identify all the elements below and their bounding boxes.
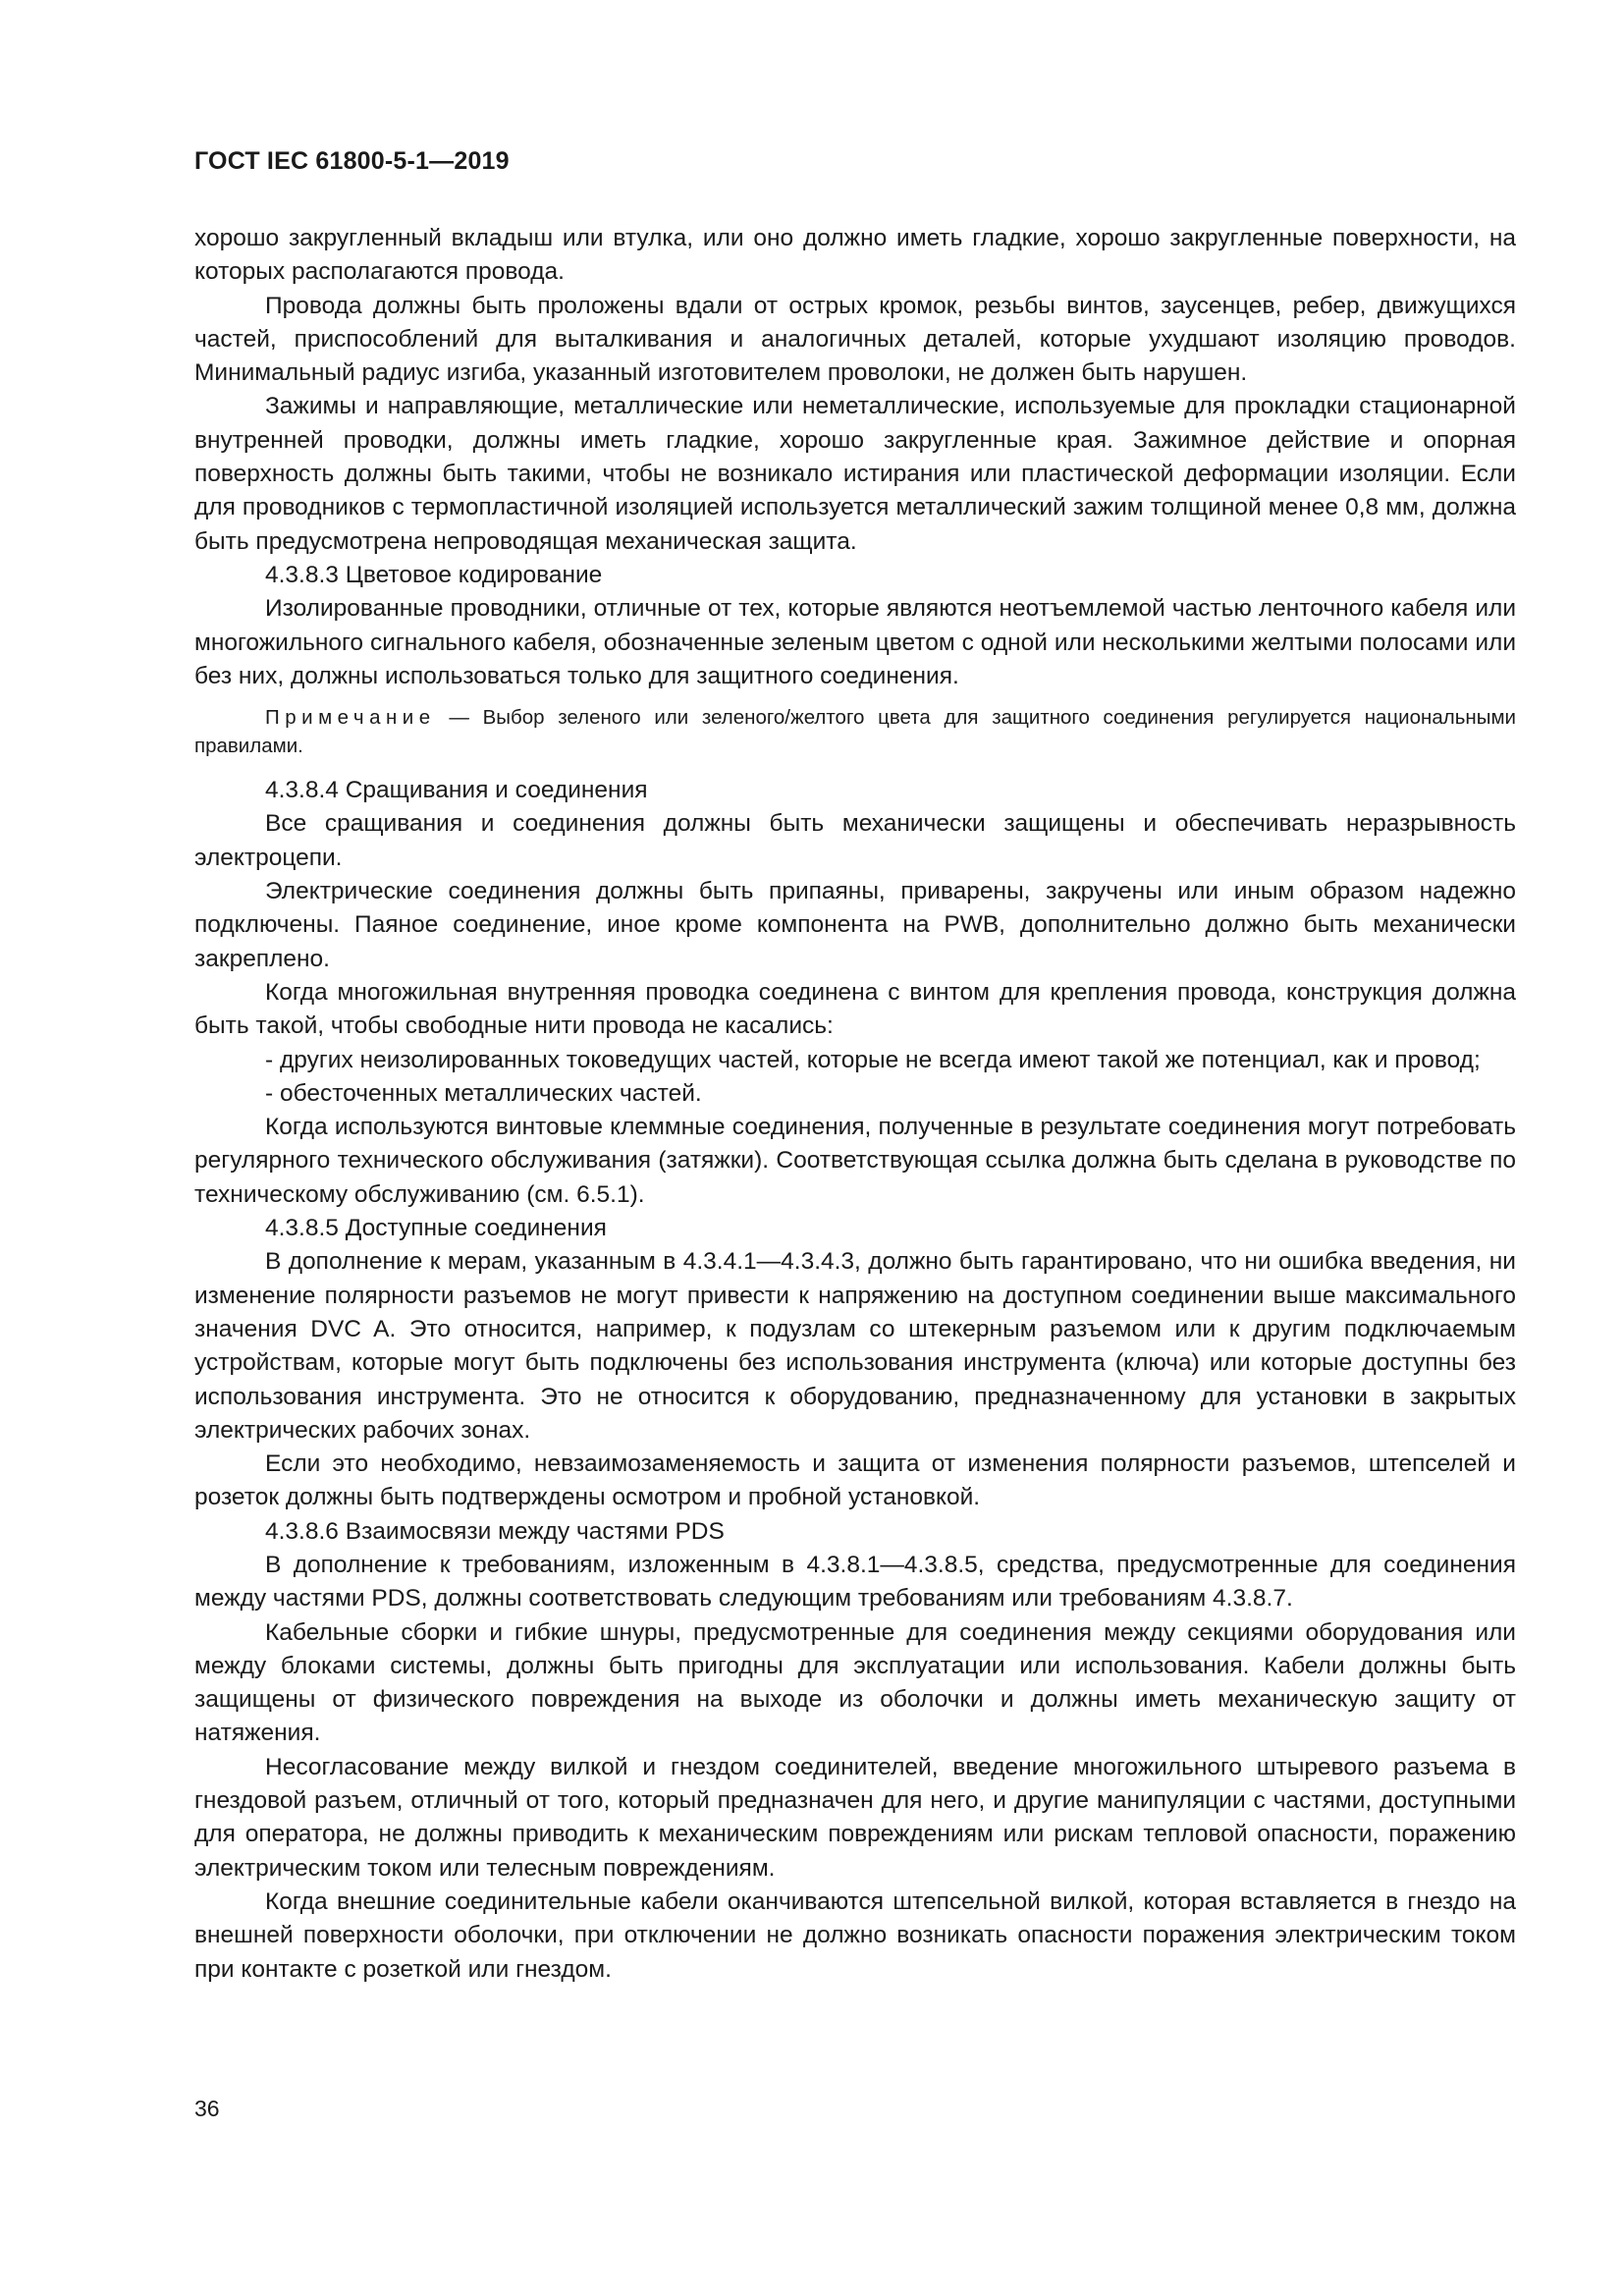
paragraph: Кабельные сборки и гибкие шнуры, предусмотренные для соединения между секциями оборудования или между блоками системы, должны быть пригодны для эксплуатации или использования. Кабели должны быть защищены от физического повреждения на выходе из оболочки и должны иметь механическую защиту от натяжения. (194, 1618, 1516, 1747)
section-heading-4-3-8-4: 4.3.8.4 Сращивания и соединения (265, 777, 648, 804)
paragraph: Зажимы и направляющие, металлические или неметаллические, используемые для прокладки стационарной внутренней проводки, должны иметь гладкие, хорошо закругленные края. Зажимное действие и опорная поверхность должны быть такими, чтобы не возникало истирания или пластической деформации изоляции. Если для проводников с термопластичной изоляцией используется металлический зажим толщиной менее 0,8 мм, должна быть предусмотрена непроводящая механическая защита. (194, 393, 1516, 555)
document-body (194, 222, 1516, 1987)
paragraph: Несогласование между вилкой и гнездом соединителей, введение многожильного штыревого разъема в гнездовой разъем, отличный от того, который предназначен для него, и другие манипуляции с частями, доступными для оператора, не должны приводить к механическим повреждениям или рискам тепловой опасности, поражению электрическим током или телесным повреждениям. (194, 1753, 1516, 1882)
paragraph: Когда многожильная внутренняя проводка соединена с винтом для крепления провода, конструкция должна быть такой, чтобы свободные нити провода не касались: (194, 978, 1516, 1040)
document-header: ГОСТ IEC 61800-5-1—2019 (194, 147, 510, 175)
paragraph: Все сращивания и соединения должны быть механически защищены и обеспечивать неразрывность электроцепи. (194, 810, 1516, 871)
section-heading-4-3-8-5: 4.3.8.5 Доступные соединения (265, 1215, 607, 1242)
list-item: - обесточенных металлических частей. (265, 1079, 702, 1107)
section-heading-4-3-8-3: 4.3.8.3 Цветовое кодирование (265, 561, 603, 588)
paragraph: Когда используются винтовые клеммные соединения, полученные в результате соединения могут потребовать регулярного технического обслуживания (затяжки). Соответствующая ссылка должна быть сделана в руководстве по техническому обслуживанию (см. 6.5.1). (194, 1114, 1516, 1208)
paragraph: Провода должны быть проложены вдали от острых кромок, резьбы винтов, заусенцев, ребер, движущихся частей, приспособлений для выталкивания и аналогичных деталей, которые ухудшают изоляцию проводов. Минимальный радиус изгиба, указанный изготовителем проволоки, не должен быть нарушен. (194, 292, 1516, 387)
section-heading-4-3-8-6: 4.3.8.6 Взаимосвязи между частями PDS (265, 1517, 725, 1545)
note-label: Примечание (265, 706, 436, 730)
note (194, 703, 1516, 760)
page-number: 36 (194, 2096, 220, 2121)
paragraph: Электрические соединения должны быть припаяны, приварены, закручены или иным образом надежно подключены. Паяное соединение, иное кроме компонента на PWB, дополнительно должно быть механически закреплено. (194, 878, 1516, 972)
paragraph: В дополнение к требованиям, изложенным в 4.3.8.1—4.3.8.5, средства, предусмотренные для соединения между частями PDS, должны соответствовать следующим требованиям или требованиям 4.3.8.7. (194, 1551, 1516, 1613)
paragraph: Когда внешние соединительные кабели оканчиваются штепсельной вилкой, которая вставляется в гнездо на внешней поверхности оболочки, при отключении не должно возникать опасности поражения электрическим током при контакте с розеткой или гнездом. (194, 1887, 1516, 1983)
paragraph: хорошо закругленный вкладыш или втулка, или оно должно иметь гладкие, хорошо закругленные поверхности, на которых располагаются провода. (194, 225, 1516, 286)
paragraph: Если это необходимо, невзаимозаменяемость и защита от изменения полярности разъемов, штепселей и розеток должны быть подтверждены осмотром и пробной установкой. (194, 1450, 1516, 1511)
note-text: — Выбор зеленого или зеленого/желтого цвета для защитного соединения регулируется национальными правилами. (194, 706, 1516, 758)
paragraph: В дополнение к мерам, указанным в 4.3.4.1—4.3.4.3, должно быть гарантировано, что ни ошибка введения, ни изменение полярности разъемов не могут привести к напряжению на доступном соединении выше максимального значения DVC A. Это относится, например, к подузлам со штекерным разъемом или к другим подключаемым устройствам, которые могут быть подключены без использования инструмента (ключа) или которые доступны без использования инструмента. Это не относится к оборудованию, предназначенному для установки в закрытых электрических рабочих зонах. (194, 1248, 1516, 1444)
paragraph: Изолированные проводники, отличные от тех, которые являются неотъемлемой частью ленточного кабеля или многожильного сигнального кабеля, обозначенные зеленым цветом с одной или несколькими желтыми полосами или без них, должны использоваться только для защитного соединения. (194, 595, 1516, 689)
list-item: - других неизолированных токоведущих частей, которые не всегда имеют такой же потенциал, как и провод; (265, 1046, 1481, 1073)
